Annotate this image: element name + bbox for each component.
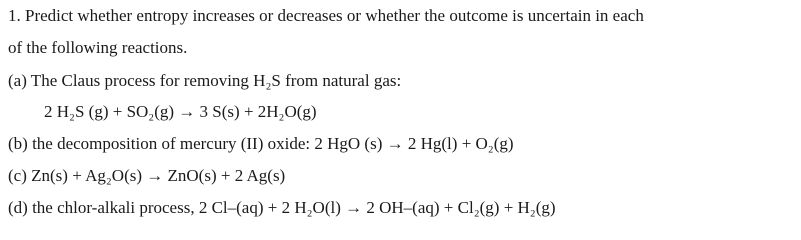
part-c-text: (c) Zn(s) + Ag₂O(s) → ZnO(s) + 2 Ag(s): [8, 166, 286, 185]
question-intro-line-1: 1. Predict whether entropy increases or decreases or whether the outcome is uncertain in each: [8, 6, 644, 25]
part-a-equation: 2 H₂S (g) + SO₂(g) → 3 S(s) + 2H₂O(g): [44, 102, 317, 121]
part-a-label: (a) The Claus process for removing H₂S from natural gas:: [8, 71, 402, 90]
question-intro-line-2: of the following reactions.: [8, 38, 188, 57]
part-b-text: (b) the decomposition of mercury (II) oxide: 2 HgO (s) → 2 Hg(l) + O₂(g): [8, 134, 514, 153]
part-d-text: (d) the chlor-alkali process, 2 Cl–(aq) + 2 H₂O(l) → 2 OH–(aq) + Cl₂(g) + H₂(g): [8, 198, 556, 217]
